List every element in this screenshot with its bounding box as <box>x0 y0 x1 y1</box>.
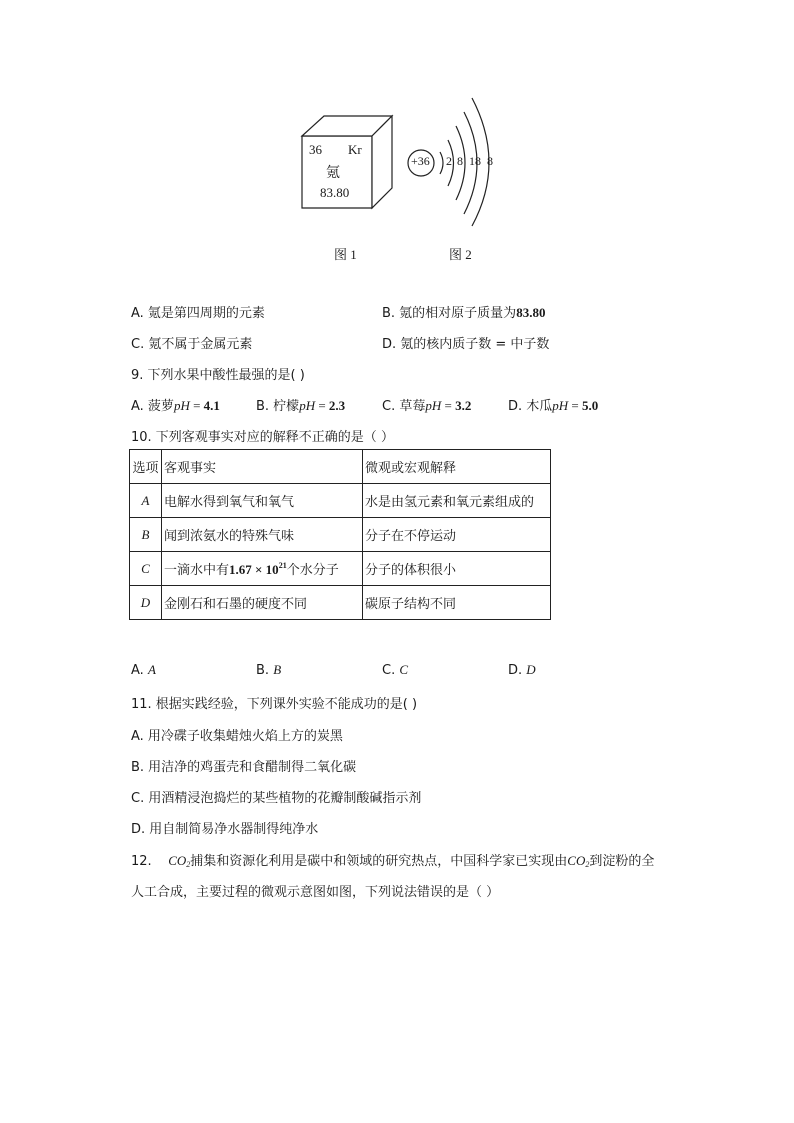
q10-answer-c <box>382 662 408 678</box>
q9-option-d <box>508 395 598 414</box>
q10-answer-b <box>256 662 281 678</box>
table-cell-explanation: 分子在不停运动 <box>363 518 551 552</box>
element-atomic-number: 36 <box>309 142 322 157</box>
q9-option-b-eq: = <box>315 398 329 413</box>
q11-option-b: B. 用洁净的鸡蛋壳和食醋制得二氧化碳 <box>131 760 357 775</box>
q11-option-a: A. 用冷碟子收集蜡烛火焰上方的炭黑 <box>131 729 343 744</box>
table-header-cell: 选项 <box>130 450 162 484</box>
table-cell-fact <box>162 552 363 586</box>
table-cell-fact: 金刚石和石墨的硬度不同 <box>162 586 363 620</box>
q10-answer-a <box>131 662 156 678</box>
table-header-cell: 客观事实 <box>162 450 363 484</box>
q12-stem-line1 <box>131 850 654 869</box>
answer-value: A <box>147 662 156 677</box>
table-cell-option: C <box>130 552 162 586</box>
table-cell-explanation: 水是由氢元素和氧元素组成的 <box>363 484 551 518</box>
q11-stem: 11. 根据实践经验，下列课外实验不能成功的是( ) <box>131 697 418 712</box>
q9-option-c-eq: = <box>441 398 456 413</box>
q12-text: 捕集和资源化利用是碳中和领域的研究热点，中国科学家已实现由 <box>190 854 568 869</box>
co2-subscript: 2 <box>585 860 590 869</box>
answer-label: A. <box>131 663 144 678</box>
figure-2-caption: 图 2 <box>449 247 472 262</box>
co2-formula: CO <box>567 853 586 868</box>
answer-value: C <box>399 662 409 677</box>
table-cell-fact: 电解水得到氧气和氧气 <box>162 484 363 518</box>
q10-stem: 10. 下列客观事实对应的解释不正确的是（ ） <box>131 430 394 445</box>
table-header-cell: 微观或宏观解释 <box>363 450 551 484</box>
q8-option-c: C. 氪不属于金属元素 <box>131 337 253 352</box>
fact-number: 1.67 × 10 <box>229 562 279 577</box>
co2-formula: CO <box>168 853 187 868</box>
q9-option-b-ph: pH <box>299 398 316 413</box>
q8-option-b-value: 83.80 <box>516 305 546 320</box>
q8-option-b-text: B. 氪的相对原子质量为 <box>382 306 517 321</box>
answer-value: D <box>526 662 536 677</box>
element-symbol: Kr <box>348 142 362 157</box>
q9-stem: 9. 下列水果中酸性最强的是( ) <box>131 368 305 383</box>
co2-subscript: 2 <box>186 860 191 869</box>
figure-1-caption: 图 1 <box>334 247 357 262</box>
q8-option-a: A. 氪是第四周期的元素 <box>131 306 265 321</box>
q11-option-c: C. 用酒精浸泡捣烂的某些植物的花瓣制酸碱指示剂 <box>131 791 422 806</box>
fact-exponent: 21 <box>278 561 287 570</box>
element-mass: 83.80 <box>320 185 350 200</box>
table-row <box>130 518 551 552</box>
q9-option-a-value: 4.1 <box>203 398 220 413</box>
q9-option-a <box>131 395 220 414</box>
answer-label: B. <box>256 663 270 678</box>
q12-text: 到淀粉的全 <box>589 854 655 869</box>
q9-option-d-ph: pH <box>552 398 569 413</box>
q11-option-d: D. 用自制简易净水器制得纯净水 <box>131 822 319 837</box>
element-name: 氪 <box>326 165 340 181</box>
q9-option-b-value: 2.3 <box>328 398 346 413</box>
table-header-row <box>130 450 551 484</box>
q8-option-d: D. 氪的核内质子数 = 中子数 <box>382 337 550 352</box>
q12-number: 12. <box>131 854 152 869</box>
q9-option-d-label: D. 木瓜 <box>508 399 553 414</box>
nucleus-charge: +36 <box>411 154 430 168</box>
shell-4-count: 8 <box>487 154 493 168</box>
q8-option-b <box>382 302 545 321</box>
q9-option-c-ph: pH <box>425 398 442 413</box>
answer-label: D. <box>508 663 523 678</box>
table-row <box>130 552 551 586</box>
table-cell-option: D <box>130 586 162 620</box>
answer-label: C. <box>382 663 396 678</box>
q9-option-c <box>382 395 471 414</box>
table-cell-option: A <box>130 484 162 518</box>
table-cell-explanation: 碳原子结构不同 <box>363 586 551 620</box>
q9-option-a-ph: pH <box>173 398 190 413</box>
q10-table <box>129 449 551 620</box>
q12-stem-line2: 人工合成，主要过程的微观示意图如图，下列说法错误的是（ ） <box>131 885 500 900</box>
q9-option-c-label: C. 草莓 <box>382 399 426 414</box>
q9-option-d-eq: = <box>568 398 583 413</box>
shell-3-count: 18 <box>469 154 481 168</box>
shell-2-count: 8 <box>457 154 463 168</box>
table-cell-option: B <box>130 518 162 552</box>
q10-answer-d <box>508 662 536 678</box>
q9-option-b-label: B. 柠檬 <box>256 399 300 414</box>
fact-text: 一滴水中有 <box>164 563 230 578</box>
table-row <box>130 484 551 518</box>
table-cell-explanation: 分子的体积很小 <box>363 552 551 586</box>
fact-text: 个水分子 <box>286 563 339 578</box>
q9-option-a-eq: = <box>189 398 204 413</box>
q9-option-a-label: A. 菠萝 <box>131 399 174 414</box>
table-row <box>130 586 551 620</box>
q9-option-b <box>256 395 345 414</box>
q9-option-c-value: 3.2 <box>455 398 472 413</box>
shell-1-count: 2 <box>446 154 452 168</box>
q9-option-d-value: 5.0 <box>582 398 599 413</box>
table-cell-fact: 闻到浓氨水的特殊气味 <box>162 518 363 552</box>
answer-value: B <box>273 662 282 677</box>
